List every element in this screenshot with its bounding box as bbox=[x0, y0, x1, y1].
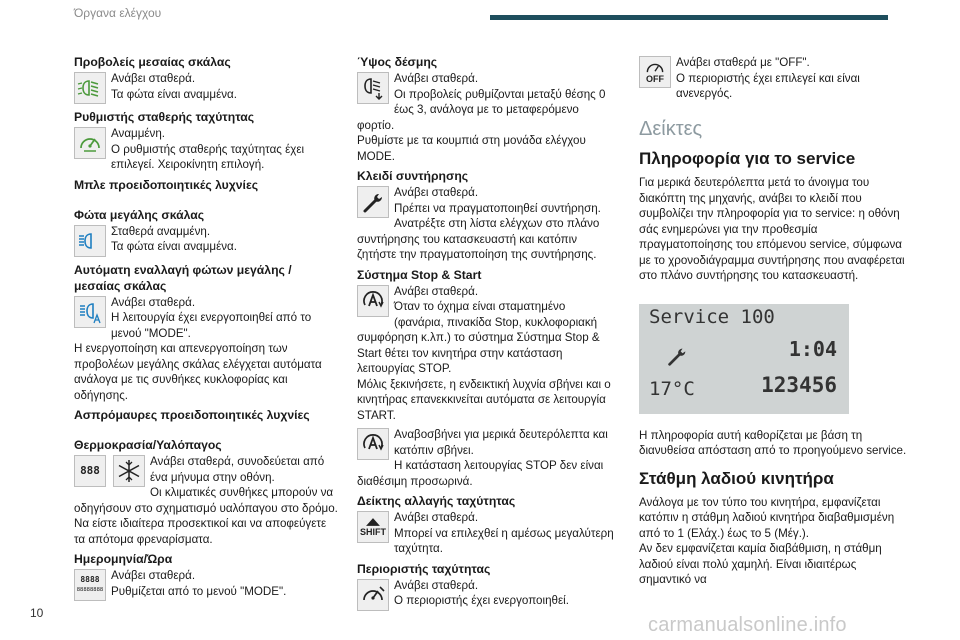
text-paragraph: Η πληροφορία αυτή καθορίζεται με βάση τη διανυθείσα απόσταση από το προηγούμενο service. bbox=[639, 428, 907, 457]
low-beam-icon bbox=[74, 72, 106, 104]
text-paragraph: Ανάλογα με τον τύπο του κινητήρα, εμφανίζεται κατόπιν η στάθμη λαδιού κινητήρα διαβαθμισμένη από το 1 (Ελάχ.) έως το 5 (Μέγ.). bbox=[639, 495, 895, 540]
entry-speed-limiter bbox=[357, 578, 617, 612]
high-beam-icon bbox=[74, 225, 106, 257]
text-line: Ανάβει σταθερά. bbox=[111, 295, 196, 309]
heading-bw-warnings: Ασπρόμαυρες προειδοποιητικές λυχνίες bbox=[74, 408, 310, 422]
heading-blue-warnings: Μπλε προειδοποιητικές λυχνίες bbox=[74, 177, 259, 192]
heading-beam-height: Ύψος δέσμης bbox=[357, 55, 438, 69]
watermark: carmanualsonline.info bbox=[648, 614, 847, 636]
text-line: Ανάβει σταθερά με "OFF". bbox=[676, 56, 810, 69]
icon-label: 88888888 bbox=[76, 587, 104, 593]
column-2 bbox=[357, 54, 617, 616]
entry-high-beam bbox=[74, 224, 340, 258]
text-line: Οι κλιματικές συνθήκες μπορούν να οδηγήσουν στο σχηματισμό υαλόπαγου στο δρόμο. bbox=[74, 486, 338, 515]
cluster-service-text: Service 100 bbox=[649, 305, 775, 328]
heading-auto-high-beam: Αυτόματη εναλλαγή φώτων μεγάλης / μεσαίας σκάλας bbox=[74, 262, 292, 293]
text-line: Πρέπει να πραγματοποιηθεί συντήρηση. Ανατρέξτε στη λίστα ελέγχων στο πλάνο συντήρησης του κατασκευαστή και κατόπιν ζητήστε την πραγματοποίηση της συντήρησης. bbox=[357, 201, 601, 261]
text-line: Ο περιοριστής έχει ενεργοποιηθεί. bbox=[394, 594, 569, 607]
frost-icon bbox=[113, 455, 145, 487]
heading-speed-limiter: Περιοριστής ταχύτητας bbox=[357, 561, 491, 576]
text-line: Η λειτουργία έχει ενεργοποιηθεί από το μενού "MODE". bbox=[111, 311, 312, 340]
heading-low-beam: Προβολείς μεσαίας σκάλας bbox=[74, 55, 231, 69]
heading-oil-level: Στάθμη λαδιού κινητήρα bbox=[639, 468, 834, 488]
instrument-cluster-display bbox=[639, 304, 849, 414]
column-1 bbox=[74, 54, 340, 606]
text-line: Μπορεί να επιλεχθεί η αμέσως μεγαλύτερη ταχύτητα. bbox=[394, 526, 614, 555]
heading-cruise-control: Ρυθμιστής σταθερής ταχύτητας bbox=[74, 110, 255, 124]
entry-cruise-control bbox=[74, 126, 340, 173]
entry-stop-start-blink bbox=[357, 427, 617, 489]
shift-indicator-icon bbox=[357, 511, 389, 543]
page-number: 10 bbox=[30, 606, 44, 620]
icon-label: OFF bbox=[646, 74, 664, 84]
heading-date-time: Ημερομηνία/Ώρα bbox=[74, 552, 173, 566]
icon-label: 8888 bbox=[80, 575, 100, 584]
heading-frost: Θερμοκρασία/Υαλόπαγος bbox=[74, 438, 222, 452]
header-bar bbox=[490, 15, 888, 20]
text-line: Ανάβει σταθερά. bbox=[111, 72, 196, 85]
stop-start-icon bbox=[357, 285, 389, 317]
entry-stop-start bbox=[357, 284, 617, 424]
text-line: Ρυθμίστε με τα κουμπιά στη μονάδα ελέγχου MODE. bbox=[357, 134, 586, 163]
entry-frost bbox=[74, 454, 340, 547]
text-line: Ανάβει σταθερά. bbox=[394, 72, 479, 85]
cruise-control-icon bbox=[74, 127, 106, 159]
text-line: Αναβοσβήνει για μερικά δευτερόλεπτα και κατόπιν σβήνει. bbox=[394, 428, 608, 457]
auto-high-beam-icon bbox=[74, 296, 106, 328]
text-line: Σταθερά αναμμένη. bbox=[111, 224, 211, 238]
text-line: Ο ρυθμιστής σταθερής ταχύτητας έχει επιλεγεί. Χειροκίνητη επιλογή. bbox=[111, 142, 305, 171]
text-line: Ο περιοριστής έχει επιλεγεί και είναι ανενεργός. bbox=[676, 71, 860, 100]
column-3 bbox=[639, 54, 907, 588]
speed-limiter-off-icon bbox=[639, 56, 671, 88]
date-time-icon bbox=[74, 569, 106, 601]
heading-service-key: Κλειδί συντήρησης bbox=[357, 169, 469, 183]
text-paragraph: Για μερικά δευτερόλεπτα μετά το άνοιγμα του διακόπτη της μηχανής, ανάβει το κλειδί που συμβολίζει την πληροφορία για το service: η οθόνη σάς ενημερώνει για την προθεσμία πραγματοποίησης του επόμενου service, σύμφωνα με το χρονοδιάγραμμα συντήρησης που αναφέρεται στο πλάνο συντήρησης του κατασκευαστή. bbox=[639, 176, 905, 282]
entry-speed-limiter-off bbox=[639, 55, 907, 102]
text-line: Ανάβει σταθερά. bbox=[394, 186, 479, 199]
text-line: Ανάβει σταθερά. bbox=[394, 511, 479, 524]
wrench-icon bbox=[665, 344, 689, 373]
text-line: Τα φώτα είναι αναμμένα. bbox=[111, 87, 237, 101]
beam-height-icon bbox=[357, 72, 389, 104]
entry-beam-height bbox=[357, 71, 617, 164]
text-line: Αναμμένη. bbox=[111, 127, 166, 140]
stop-start-icon bbox=[357, 428, 389, 460]
text-line: Να είστε ιδιαίτερα προσεκτικοί και να αποφεύγετε τα απότομα φρεναρίσματα. bbox=[74, 517, 327, 546]
cluster-odometer: 123456 bbox=[761, 372, 837, 397]
entry-service-key bbox=[357, 185, 617, 263]
text-line: Ανάβει σταθερά. bbox=[394, 578, 479, 592]
text-line: Ανάβει σταθερά, συνοδεύεται από ένα μήνυμα στην οθόνη. bbox=[150, 455, 325, 484]
speed-limiter-icon bbox=[357, 579, 389, 611]
text-line: Ρυθμίζεται από το μενού "MODE". bbox=[111, 584, 287, 598]
cluster-time: 1:04 bbox=[788, 336, 837, 361]
text-line: Τα φώτα είναι αναμμένα. bbox=[111, 240, 237, 253]
heading-shift-indicator: Δείκτης αλλαγής ταχύτητας bbox=[357, 494, 516, 508]
text-line: Ανάβει σταθερά. bbox=[394, 284, 479, 298]
text-line: Οι προβολείς ρυθμίζονται μεταξύ θέσης 0 έως 3, ανάλογα με το μεταφερόμενο φορτίο. bbox=[357, 87, 606, 132]
icon-label: SHIFT bbox=[360, 527, 386, 537]
service-wrench-icon bbox=[357, 186, 389, 218]
heading-service-info: Πληροφορία για το service bbox=[639, 149, 856, 168]
text-line: Ανάβει σταθερά. bbox=[111, 569, 196, 582]
heading-high-beam: Φώτα μεγάλης σκάλας bbox=[74, 207, 205, 222]
heading-stop-start: Σύστημα Stop & Start bbox=[357, 267, 482, 282]
text-line: Η κατάσταση λειτουργίας STOP δεν είναι διαθέσιμη προσωρινά. bbox=[357, 459, 604, 488]
cluster-temperature: 17°C bbox=[649, 377, 695, 400]
entry-low-beam bbox=[74, 71, 340, 105]
text-line: Μόλις ξεκινήσετε, η ενδεικτική λυχνία σβήνει και ο κινητήρας επανεκκινείται αυτόματα σε λειτουργία START. bbox=[357, 377, 611, 422]
entry-shift-indicator bbox=[357, 510, 617, 557]
text-line: Όταν το όχημα είναι σταματημένο (φανάρια, πινακίδα Stop, κυκλοφοριακή συμφόρηση κ.λπ.) το σύστημα Σύστημα Stop & Start θέτει τον κινητήρα στην κατάσταση λειτουργίας STOP. bbox=[357, 300, 600, 375]
icon-label: 888 bbox=[80, 464, 100, 478]
header-title: Όργανα ελέγχου bbox=[74, 6, 162, 20]
temperature-display-icon bbox=[74, 455, 106, 487]
text-line: Η ενεργοποίηση και απενεργοποίηση των προβολέων μεγάλης σκάλας ελέγχεται αυτόματα ανάλογα με τις συνθήκες κυκλοφορίας και οδήγησης. bbox=[74, 342, 322, 402]
section-title-indicators: Δείκτες bbox=[639, 117, 703, 140]
entry-auto-high-beam bbox=[74, 295, 340, 404]
entry-date-time bbox=[74, 568, 340, 602]
text-paragraph: Αν δεν εμφανίζεται καμία διαβάθμιση, η στάθμη λαδιού είναι πολύ χαμηλή. Είναι ιδιαιτέρως σημαντικό να bbox=[639, 542, 882, 586]
